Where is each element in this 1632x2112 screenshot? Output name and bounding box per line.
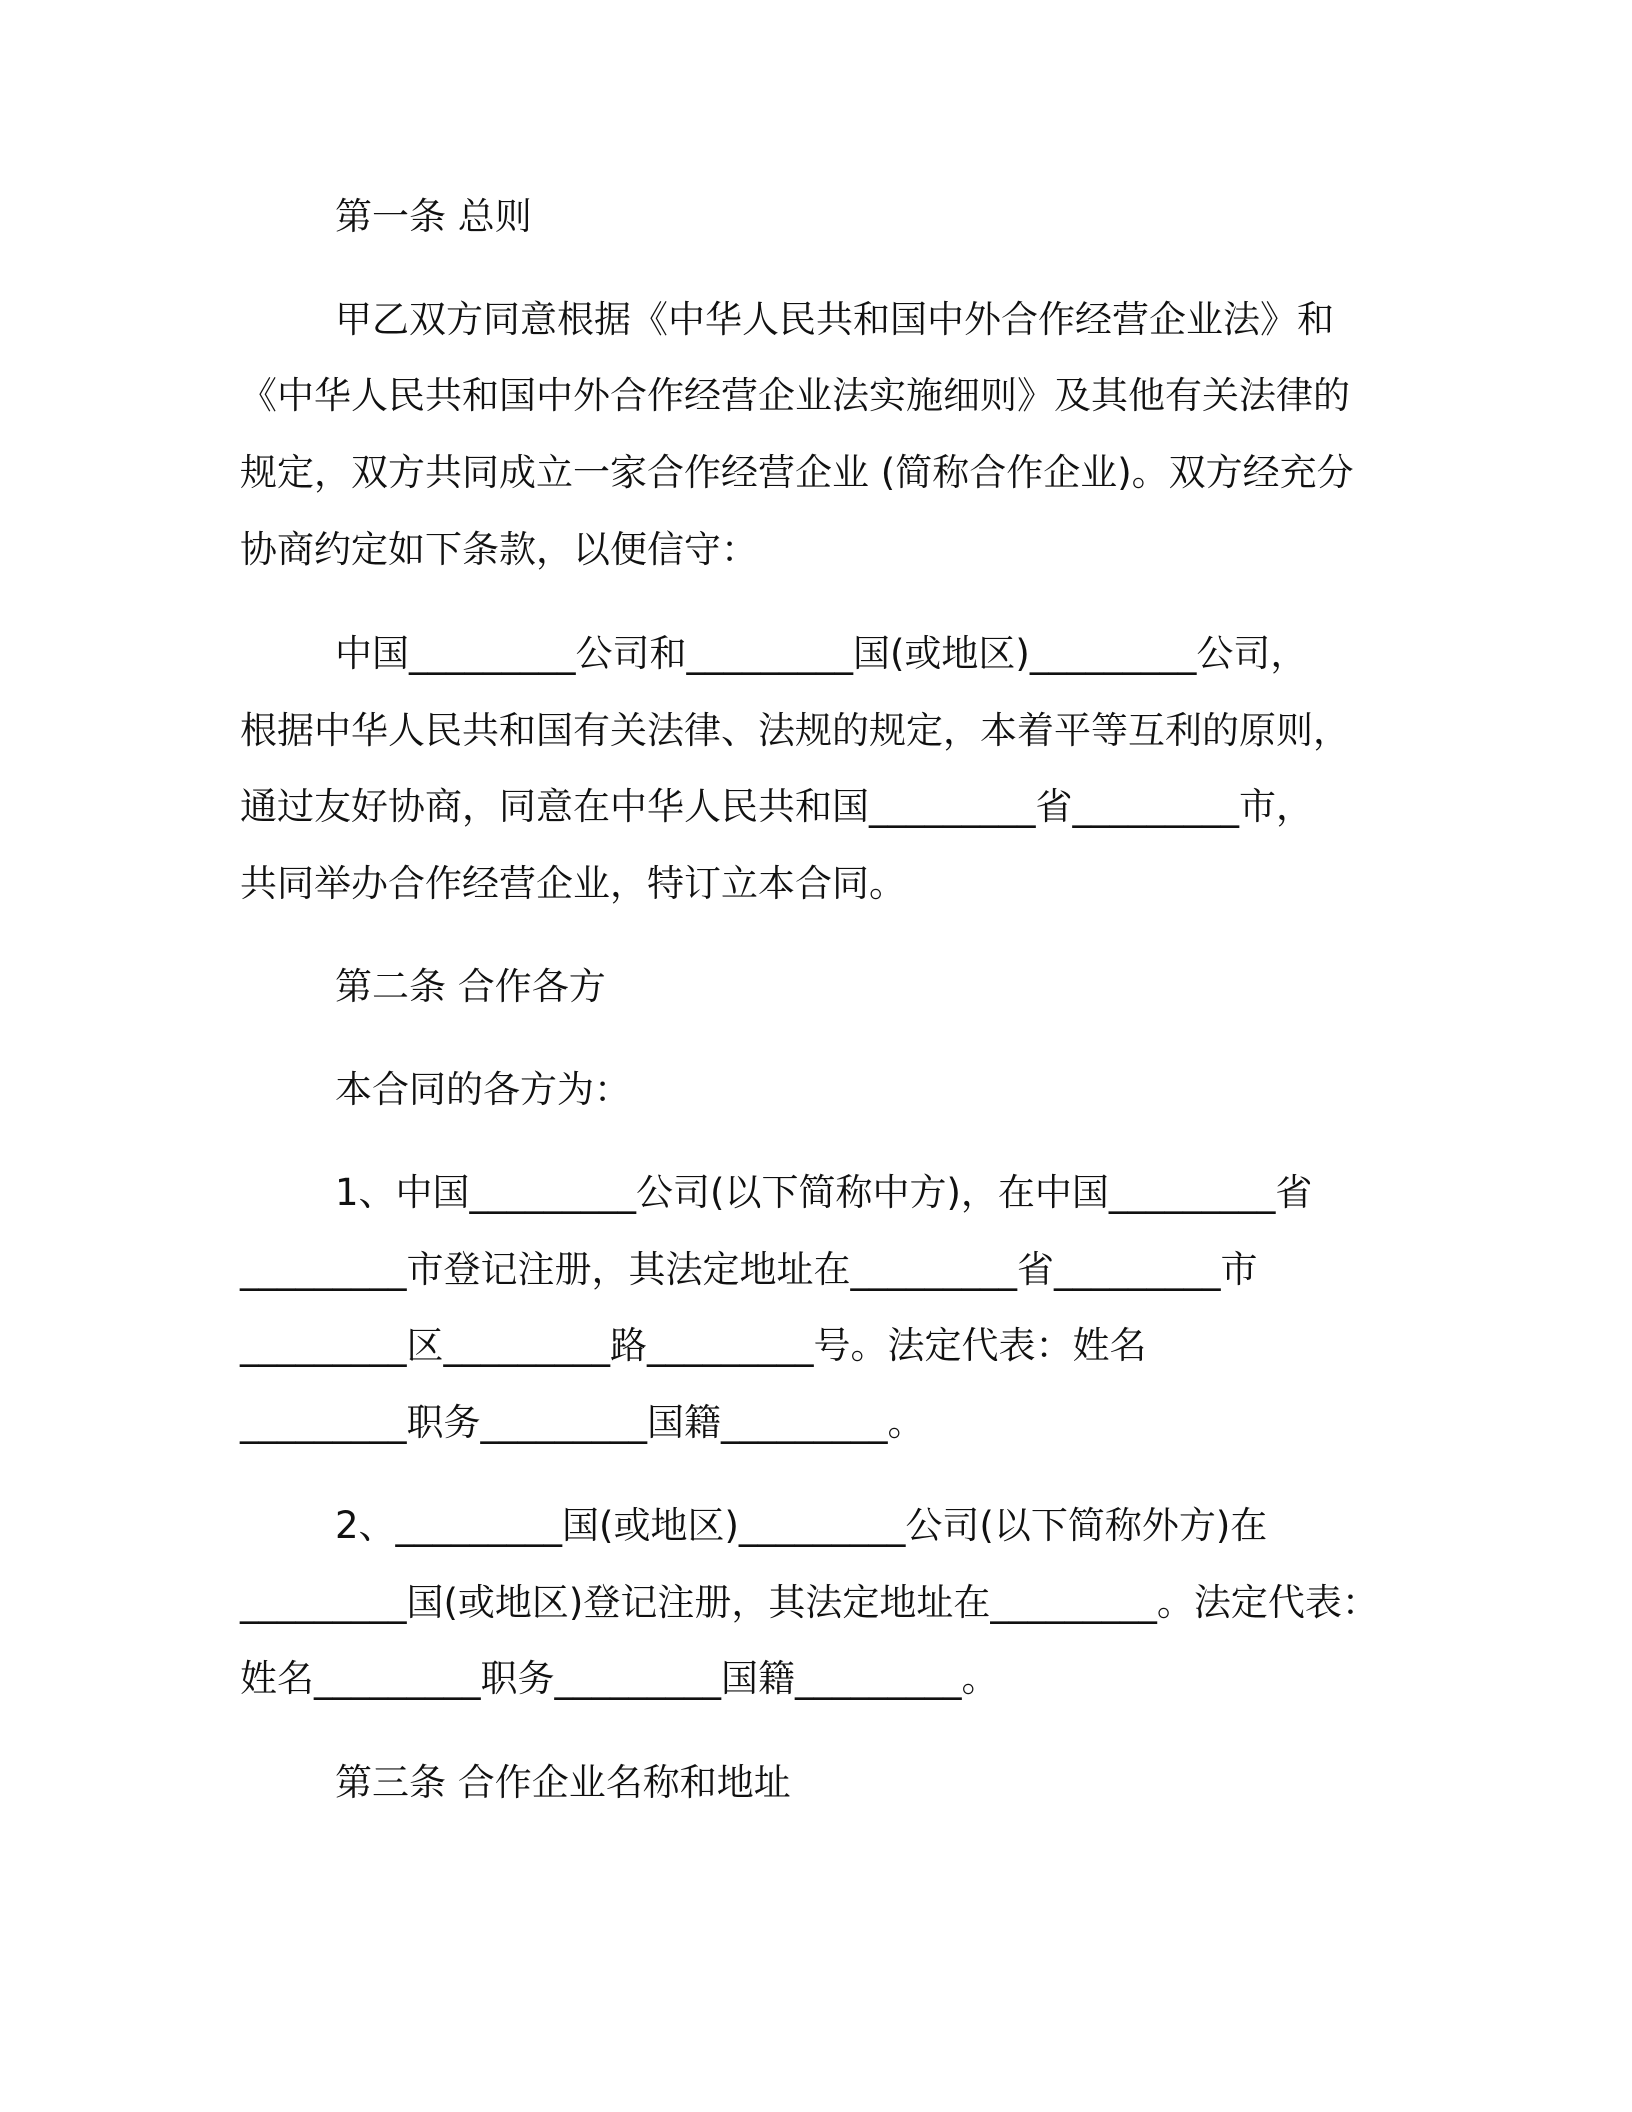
paragraph-1-line-3: 规定，双方共同成立一家合作经营企业 (简称合作企业)。双方经充分 xyxy=(240,451,1354,494)
party-2-line-3: 姓名_________职务_________国籍_________。 xyxy=(240,1657,999,1700)
paragraph-2-line-4: 共同举办合作经营企业，特订立本合同。 xyxy=(240,862,906,905)
paragraph-1-line-4: 协商约定如下条款，以便信守： xyxy=(240,528,758,571)
article-2-heading: 第二条 合作各方 xyxy=(335,965,606,1008)
paragraph-1-line-1: 甲乙双方同意根据《中华人民共和国中外合作经营企业法》和 xyxy=(335,298,1334,341)
party-2-line-2: _________国(或地区)登记注册，其法定地址在_________。法定代表： xyxy=(240,1581,1379,1624)
paragraph-2-line-2: 根据中华人民共和国有关法律、法规的规定，本着平等互利的原则， xyxy=(240,709,1350,752)
article-3-heading: 第三条 合作企业名称和地址 xyxy=(335,1761,791,1804)
parties-intro: 本合同的各方为： xyxy=(335,1068,631,1111)
party-1-line-1: 1、中国_________公司(以下简称中方)，在中国_________省 xyxy=(335,1171,1313,1214)
paragraph-1-line-2: 《中华人民共和国中外合作经营企业法实施细则》及其他有关法律的 xyxy=(240,374,1350,417)
party-2-line-1: 2、_________国(或地区)_________公司(以下简称外方)在 xyxy=(335,1504,1268,1547)
party-1-line-4: _________职务_________国籍_________。 xyxy=(240,1401,925,1444)
paragraph-2-line-1: 中国_________公司和_________国(或地区)_________公司， xyxy=(335,632,1308,675)
party-1-line-2: _________市登记注册，其法定地址在_________省_________市 xyxy=(240,1248,1258,1291)
party-1-line-3: _________区_________路_________号。法定代表：姓名 xyxy=(240,1324,1147,1367)
paragraph-2-line-3: 通过友好协商，同意在中华人民共和国_________省_________市， xyxy=(240,785,1313,828)
article-1-heading: 第一条 总则 xyxy=(335,195,532,238)
